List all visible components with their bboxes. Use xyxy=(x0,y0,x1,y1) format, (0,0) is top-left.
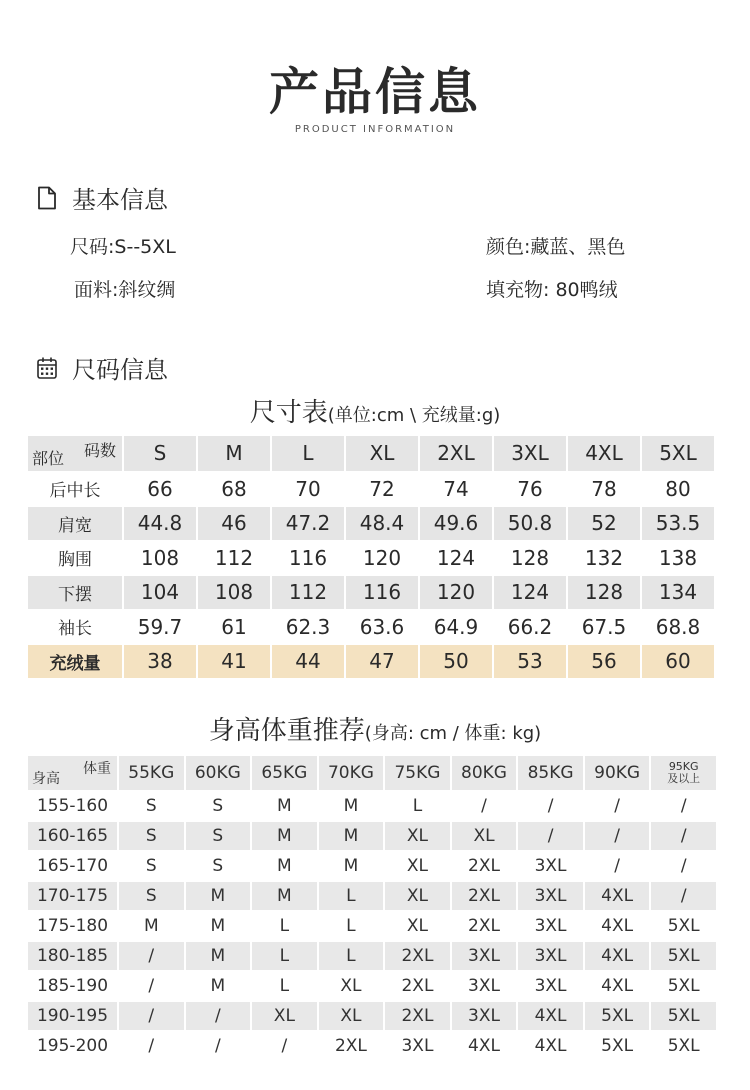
recommendation-cell: XL xyxy=(252,1002,319,1032)
recommendation-cell: XL xyxy=(319,972,386,1002)
recommendation-cell: S xyxy=(119,882,186,912)
height-row-label: 170-175 xyxy=(28,882,119,912)
recommendation-cell: 4XL xyxy=(518,1002,585,1032)
size-cell: 116 xyxy=(272,542,346,577)
recommendation-cell: / xyxy=(651,822,718,852)
recommendation-row xyxy=(28,1032,718,1062)
recommendation-cell: XL xyxy=(385,912,452,942)
recommendation-cell: 4XL xyxy=(585,972,652,1002)
size-cell: 128 xyxy=(494,542,568,577)
size-column-header: M xyxy=(198,436,272,473)
recommendation-cell: 4XL xyxy=(585,912,652,942)
size-cell: 72 xyxy=(346,473,420,508)
size-cell: 108 xyxy=(124,542,198,577)
corner-wrapper xyxy=(28,436,122,471)
recommendation-cell: M xyxy=(186,942,253,972)
size-cell: 50.8 xyxy=(494,507,568,542)
size-cell: 120 xyxy=(420,576,494,611)
recommendation-cell: XL xyxy=(319,1002,386,1032)
size-table-corner xyxy=(28,436,124,473)
info-size: 尺码:S--5XL xyxy=(70,236,176,258)
recommendation-cell: 4XL xyxy=(585,882,652,912)
recommendation-cell: / xyxy=(119,1002,186,1032)
height-row-label: 190-195 xyxy=(28,1002,119,1032)
size-table-row xyxy=(28,542,716,577)
page-title: 产品信息 xyxy=(269,63,481,121)
weight-column-header: 55KG xyxy=(119,756,186,792)
size-info-label: 尺码信息 xyxy=(72,356,168,384)
weight-column-header: 75KG xyxy=(385,756,452,792)
recommendation-row xyxy=(28,972,718,1002)
size-table-row xyxy=(28,645,716,680)
size-cell: 48.4 xyxy=(346,507,420,542)
size-column-header: 5XL xyxy=(642,436,716,473)
recommendation-row xyxy=(28,912,718,942)
size-cell: 41 xyxy=(198,645,272,680)
size-cell: 67.5 xyxy=(568,611,642,646)
size-row-label: 充绒量 xyxy=(28,645,124,680)
size-cell: 47.2 xyxy=(272,507,346,542)
recommendation-table-title xyxy=(0,710,750,747)
weight-column-header-last xyxy=(651,756,718,792)
size-cell: 60 xyxy=(642,645,716,680)
recommendation-cell: M xyxy=(319,822,386,852)
size-table-title-main: 尺寸表 xyxy=(249,398,328,428)
recommendation-cell: 5XL xyxy=(651,972,718,1002)
size-table-row xyxy=(28,576,716,611)
size-cell: 80 xyxy=(642,473,716,508)
recommendation-cell: S xyxy=(186,792,253,822)
recommendation-cell: M xyxy=(319,852,386,882)
recommendation-cell: 2XL xyxy=(385,972,452,1002)
height-row-label: 180-185 xyxy=(28,942,119,972)
size-cell: 53 xyxy=(494,645,568,680)
recommendation-cell: 5XL xyxy=(651,912,718,942)
recommendation-cell: M xyxy=(252,792,319,822)
size-cell: 68.8 xyxy=(642,611,716,646)
recommendation-cell: / xyxy=(585,792,652,822)
recommendation-cell: S xyxy=(119,792,186,822)
size-cell: 52 xyxy=(568,507,642,542)
recommendation-cell: 5XL xyxy=(585,1002,652,1032)
recommendation-cell: 4XL xyxy=(452,1032,519,1062)
recommendation-cell: 3XL xyxy=(385,1032,452,1062)
size-column-header: 4XL xyxy=(568,436,642,473)
recommendation-cell: M xyxy=(252,882,319,912)
recommendation-cell: L xyxy=(319,942,386,972)
size-column-header: 3XL xyxy=(494,436,568,473)
size-row-label: 袖长 xyxy=(28,611,124,646)
recommendation-cell: M xyxy=(186,882,253,912)
weight-column-header: 60KG xyxy=(186,756,253,792)
info-fabric: 面料:斜纹绸 xyxy=(74,279,176,301)
size-cell: 138 xyxy=(642,542,716,577)
recommendation-cell: / xyxy=(518,822,585,852)
size-cell: 108 xyxy=(198,576,272,611)
height-row-label: 160-165 xyxy=(28,822,119,852)
recommendation-cell: 4XL xyxy=(518,1032,585,1062)
height-row-label: 185-190 xyxy=(28,972,119,1002)
recommendation-cell: XL xyxy=(385,822,452,852)
recommendation-cell: 3XL xyxy=(518,912,585,942)
size-row-label: 肩宽 xyxy=(28,507,124,542)
recommendation-cell: / xyxy=(186,1002,253,1032)
recommendation-cell: / xyxy=(119,1032,186,1062)
size-table-title xyxy=(0,392,750,429)
size-column-header: XL xyxy=(346,436,420,473)
recommendation-cell: 3XL xyxy=(452,972,519,1002)
recommendation-cell: / xyxy=(186,1032,253,1062)
recommendation-cell: / xyxy=(585,822,652,852)
size-cell: 104 xyxy=(124,576,198,611)
recommendation-cell: M xyxy=(319,792,386,822)
size-cell: 78 xyxy=(568,473,642,508)
height-row-label: 175-180 xyxy=(28,912,119,942)
size-cell: 64.9 xyxy=(420,611,494,646)
calendar-icon xyxy=(36,356,58,380)
recommendation-row xyxy=(28,852,718,882)
recommendation-cell: 3XL xyxy=(518,852,585,882)
size-cell: 44 xyxy=(272,645,346,680)
recommendation-cell: 5XL xyxy=(651,1032,718,1062)
recommendation-header-row xyxy=(28,756,718,792)
recommendation-cell: M xyxy=(119,912,186,942)
recommendation-cell: L xyxy=(252,972,319,1002)
recommendation-table xyxy=(28,756,718,1062)
size-cell: 70 xyxy=(272,473,346,508)
document-icon xyxy=(36,186,58,210)
size-row-label: 下摆 xyxy=(28,576,124,611)
size-cell: 112 xyxy=(198,542,272,577)
recommendation-row xyxy=(28,942,718,972)
recommendation-cell: L xyxy=(252,942,319,972)
recommendation-cell: / xyxy=(252,1032,319,1062)
recommendation-cell: M xyxy=(186,972,253,1002)
height-row-label: 195-200 xyxy=(28,1032,119,1062)
size-row-label: 胸围 xyxy=(28,542,124,577)
recommendation-cell: 2XL xyxy=(385,942,452,972)
size-table-row xyxy=(28,611,716,646)
recommendation-cell: / xyxy=(518,792,585,822)
recommendation-cell: L xyxy=(319,882,386,912)
recommendation-cell: 2XL xyxy=(452,882,519,912)
recommendation-cell: 2XL xyxy=(452,912,519,942)
recommendation-cell: / xyxy=(119,942,186,972)
recommendation-cell: L xyxy=(385,792,452,822)
recommendation-cell: 3XL xyxy=(518,882,585,912)
size-column-header: L xyxy=(272,436,346,473)
height-row-label: 165-170 xyxy=(28,852,119,882)
size-cell: 59.7 xyxy=(124,611,198,646)
recommendation-cell: XL xyxy=(452,822,519,852)
size-cell: 66 xyxy=(124,473,198,508)
recommendation-row xyxy=(28,792,718,822)
size-cell: 112 xyxy=(272,576,346,611)
recommendation-cell: XL xyxy=(385,852,452,882)
size-table-row xyxy=(28,507,716,542)
size-cell: 61 xyxy=(198,611,272,646)
corner-top-label: 码数 xyxy=(83,441,116,460)
size-table-header-row xyxy=(28,436,716,473)
height-row-label: 155-160 xyxy=(28,792,119,822)
size-cell: 50 xyxy=(420,645,494,680)
recommendation-cell: M xyxy=(252,822,319,852)
recommendation-cell: M xyxy=(252,852,319,882)
size-table-row xyxy=(28,473,716,508)
recommendation-cell: 3XL xyxy=(452,1002,519,1032)
size-cell: 38 xyxy=(124,645,198,680)
weight-column-header: 70KG xyxy=(319,756,386,792)
recommendation-cell: / xyxy=(651,882,718,912)
size-cell: 56 xyxy=(568,645,642,680)
size-cell: 62.3 xyxy=(272,611,346,646)
size-cell: 120 xyxy=(346,542,420,577)
corner-bottom-label: 部位 xyxy=(32,448,65,468)
basic-info-heading xyxy=(36,180,168,215)
size-info-heading xyxy=(36,350,168,385)
weight-column-header: 80KG xyxy=(452,756,519,792)
recommendation-cell: S xyxy=(119,852,186,882)
recommendation-cell: / xyxy=(651,852,718,882)
recommendation-row xyxy=(28,822,718,852)
recommendation-table-title-unit: (身高: cm / 体重: kg) xyxy=(364,723,542,744)
size-cell: 53.5 xyxy=(642,507,716,542)
size-cell: 124 xyxy=(420,542,494,577)
corner-top-label: 体重 xyxy=(83,761,111,777)
size-cell: 116 xyxy=(346,576,420,611)
recommendation-cell: 2XL xyxy=(452,852,519,882)
size-column-header: S xyxy=(124,436,198,473)
recommendation-cell: 5XL xyxy=(651,1002,718,1032)
recommendation-table-title-main: 身高体重推荐 xyxy=(208,716,365,746)
size-cell: 66.2 xyxy=(494,611,568,646)
size-cell: 124 xyxy=(494,576,568,611)
recommendation-cell: M xyxy=(186,912,253,942)
recommendation-cell: S xyxy=(186,852,253,882)
recommendation-cell: / xyxy=(651,792,718,822)
recommendation-cell: / xyxy=(585,852,652,882)
recommendation-cell: L xyxy=(252,912,319,942)
recommendation-cell: 3XL xyxy=(518,972,585,1002)
weight-column-header: 90KG xyxy=(585,756,652,792)
size-cell: 132 xyxy=(568,542,642,577)
size-cell: 44.8 xyxy=(124,507,198,542)
corner-bottom-label: 身高 xyxy=(32,771,60,787)
recommendation-cell: 3XL xyxy=(452,942,519,972)
recommendation-cell: / xyxy=(119,972,186,1002)
size-row-label: 后中长 xyxy=(28,473,124,508)
recommendation-cell: 2XL xyxy=(385,1002,452,1032)
recommendation-cell: 4XL xyxy=(585,942,652,972)
size-cell: 63.6 xyxy=(346,611,420,646)
recommendation-row xyxy=(28,882,718,912)
size-cell: 47 xyxy=(346,645,420,680)
recommendation-cell: 3XL xyxy=(518,942,585,972)
recommendation-cell: 5XL xyxy=(651,942,718,972)
recommendation-cell: 2XL xyxy=(319,1032,386,1062)
page-subtitle: PRODUCT INFORMATION xyxy=(294,124,456,135)
info-filling: 填充物: 80鸭绒 xyxy=(486,279,618,301)
size-cell: 68 xyxy=(198,473,272,508)
weight-last-line-1: 95KG xyxy=(668,760,699,773)
weight-column-header: 65KG xyxy=(252,756,319,792)
recommendation-cell: L xyxy=(319,912,386,942)
size-table-title-unit: (单位:cm \ 充绒量:g) xyxy=(327,405,501,426)
size-cell: 134 xyxy=(642,576,716,611)
size-cell: 46 xyxy=(198,507,272,542)
recommendation-cell: S xyxy=(119,822,186,852)
recommendation-cell: / xyxy=(452,792,519,822)
recommendation-cell: XL xyxy=(385,882,452,912)
recommendation-cell: S xyxy=(186,822,253,852)
size-cell: 74 xyxy=(420,473,494,508)
recommendation-row xyxy=(28,1002,718,1032)
info-color: 颜色:藏蓝、黑色 xyxy=(486,236,626,258)
weight-last-line-2: 及以上 xyxy=(667,772,701,785)
size-table xyxy=(28,436,716,680)
recommendation-corner xyxy=(28,756,119,792)
corner-wrapper xyxy=(28,756,117,790)
recommendation-cell: 5XL xyxy=(585,1032,652,1062)
weight-column-header: 85KG xyxy=(518,756,585,792)
size-cell: 76 xyxy=(494,473,568,508)
size-column-header: 2XL xyxy=(420,436,494,473)
size-cell: 49.6 xyxy=(420,507,494,542)
size-cell: 128 xyxy=(568,576,642,611)
basic-info-label: 基本信息 xyxy=(72,186,168,214)
